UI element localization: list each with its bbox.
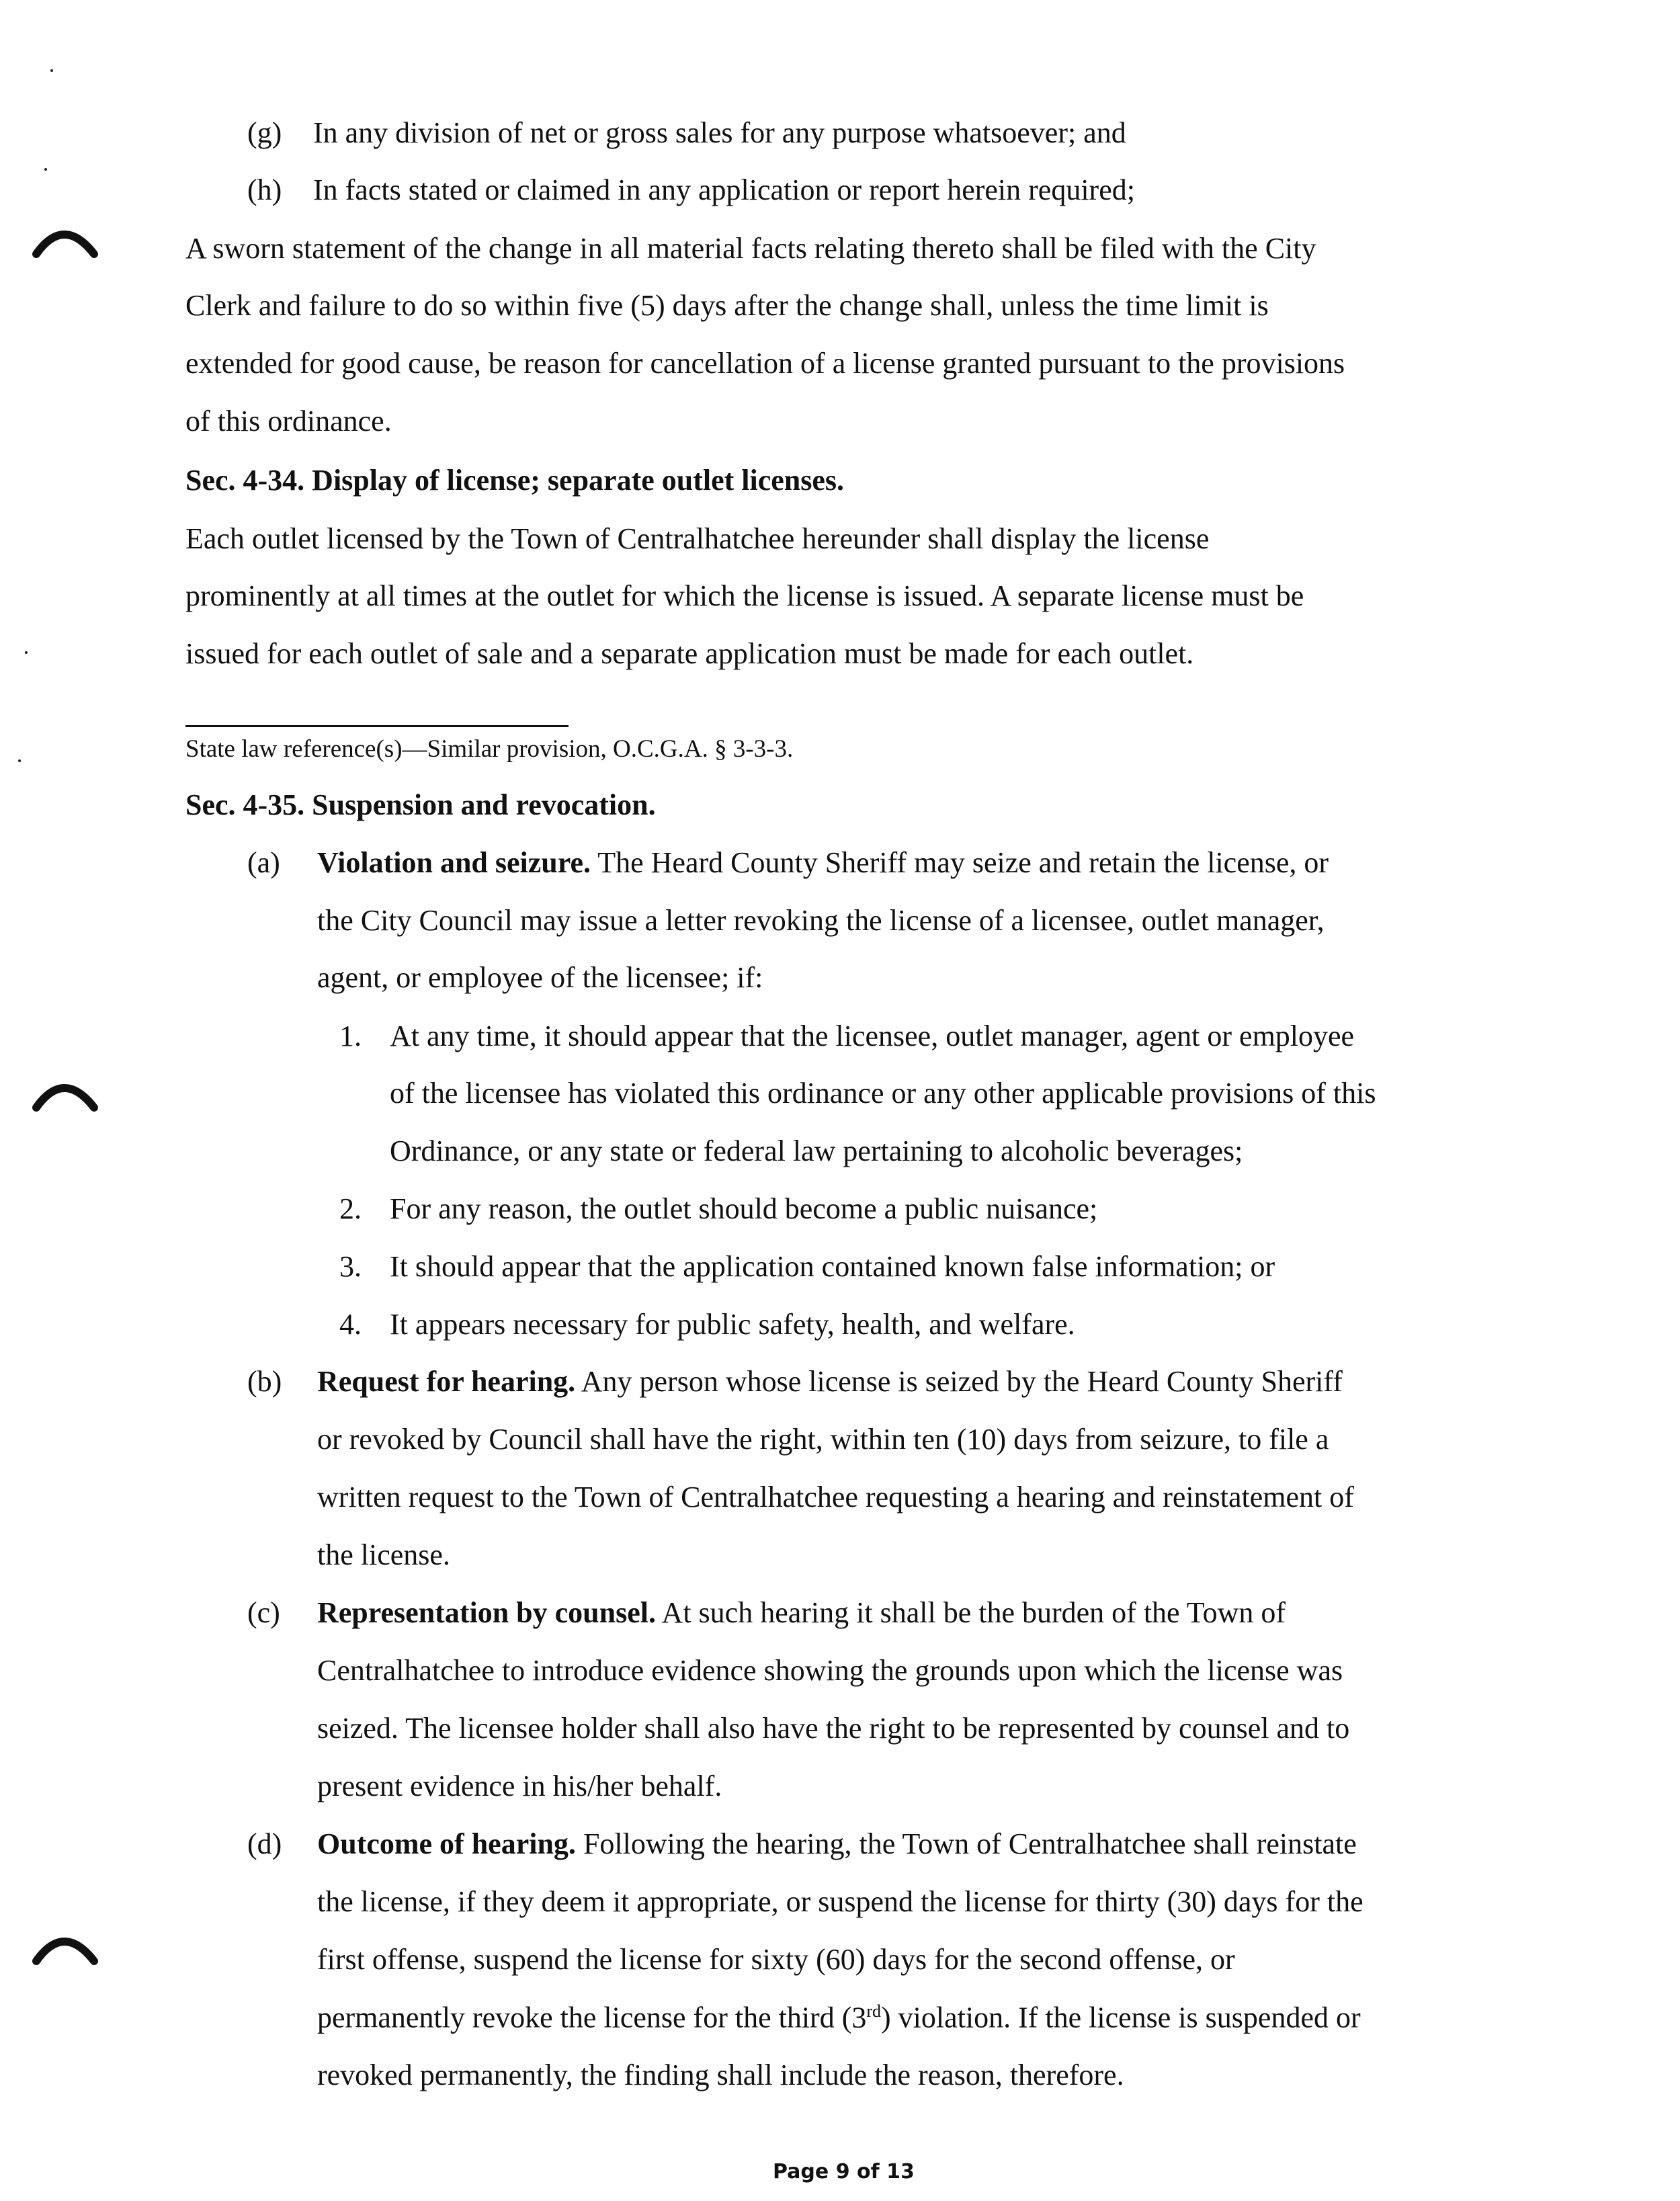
paragraph-line: revoked permanently, the finding shall include the reason, therefore. bbox=[317, 2059, 1124, 2091]
subsection-marker: (b) bbox=[247, 1365, 282, 1398]
punch-hole-arc-3 bbox=[36, 1942, 94, 1961]
scan-speck bbox=[18, 759, 21, 762]
subsection-title: Violation and seizure. bbox=[317, 846, 591, 879]
list-item-text: In any division of net or gross sales for any purpose whatsoever; and bbox=[313, 116, 1126, 149]
paragraph-line: first offense, suspend the license for sixty (60) days for the second offense, or bbox=[317, 1943, 1235, 1976]
page-footer bbox=[773, 2160, 915, 2184]
subsection-text: Following the hearing, the Town of Centralhatchee shall reinstate bbox=[575, 1827, 1357, 1860]
subsection-text: Any person whose license is seized by the Heard County Sheriff bbox=[575, 1365, 1343, 1398]
scan-speck bbox=[25, 651, 28, 654]
numbered-item-text: For any reason, the outlet should become a public nuisance; bbox=[390, 1192, 1098, 1225]
subsection-marker: (c) bbox=[247, 1596, 280, 1629]
subsection-marker: (a) bbox=[247, 846, 280, 879]
scan-speck bbox=[50, 69, 53, 72]
paragraph-line bbox=[317, 2003, 1361, 2033]
subsection-marker: (d) bbox=[247, 1827, 282, 1860]
subsection-title: Outcome of hearing. bbox=[317, 1827, 576, 1860]
paragraph-line: or revoked by Council shall have the right, within ten (10) days from seizure, to file a bbox=[317, 1423, 1329, 1456]
paragraph-line: seized. The licensee holder shall also have the right to be represented by counsel and to bbox=[317, 1712, 1350, 1745]
subsection-title: Request for hearing. bbox=[317, 1365, 576, 1398]
subsection-text: At such hearing it shall be the burden of the Town of bbox=[655, 1596, 1286, 1629]
paragraph-line: issued for each outlet of sale and a separate application must be made for each outlet. bbox=[185, 637, 1194, 670]
paragraph-line: the license, if they deem it appropriate, or suspend the license for thirty (30) days for the bbox=[317, 1885, 1363, 1918]
numbered-item-num: 1. bbox=[339, 1020, 362, 1052]
numbered-item-text: It appears necessary for public safety, health, and welfare. bbox=[390, 1308, 1075, 1341]
list-item-marker: (g) bbox=[247, 116, 282, 149]
numbered-item-num: 2. bbox=[339, 1192, 362, 1225]
punch-hole-arc-2 bbox=[36, 1088, 94, 1108]
paragraph-line: A sworn statement of the change in all material facts relating thereto shall be filed with the City bbox=[185, 232, 1316, 265]
scan-speck bbox=[44, 168, 47, 171]
numbered-item-text: of the licensee has violated this ordinance or any other applicable provisions of this bbox=[390, 1077, 1376, 1110]
footer-page-label: Page bbox=[773, 2160, 836, 2184]
list-item-text: In facts stated or claimed in any application or report herein required; bbox=[313, 173, 1135, 206]
paragraph-line: agent, or employee of the licensee; if: bbox=[317, 961, 763, 994]
section-heading-4-35: Sec. 4-35. Suspension and revocation. bbox=[185, 788, 656, 821]
subsection-first-line bbox=[317, 1367, 1343, 1397]
numbered-item-num: 4. bbox=[339, 1308, 362, 1341]
list-item-marker: (h) bbox=[247, 173, 282, 206]
paragraph-line: the license. bbox=[317, 1538, 450, 1571]
section-heading-4-34: Sec. 4-34. Display of license; separate outlet licenses. bbox=[185, 464, 845, 497]
footer-page-number: 9 bbox=[835, 2160, 850, 2184]
subsection-first-line bbox=[317, 848, 1329, 878]
state-law-reference: State law reference(s)—Similar provision, O.C.G.A. § 3-3-3. bbox=[185, 735, 794, 763]
line-text: ) violation. If the license is suspended or bbox=[881, 2001, 1361, 2034]
subsection-first-line bbox=[317, 1598, 1286, 1628]
paragraph-line: Clerk and failure to do so within five (5) days after the change shall, unless the time limit is bbox=[185, 289, 1269, 322]
punch-hole-arc-1 bbox=[36, 235, 94, 254]
numbered-item-text: Ordinance, or any state or federal law pertaining to alcoholic beverages; bbox=[390, 1134, 1243, 1167]
footnote-rule bbox=[185, 725, 569, 727]
paragraph-line: written request to the Town of Centralhatchee requesting a hearing and reinstatement of bbox=[317, 1481, 1354, 1513]
paragraph-line: present evidence in his/her behalf. bbox=[317, 1770, 722, 1802]
subsection-text: The Heard County Sheriff may seize and retain the license, or bbox=[591, 846, 1329, 879]
paragraph-line: of this ordinance. bbox=[185, 405, 392, 438]
numbered-item-text: At any time, it should appear that the licensee, outlet manager, agent or employee bbox=[390, 1020, 1355, 1052]
paragraph-line: Each outlet licensed by the Town of Centralhatchee hereunder shall display the license bbox=[185, 522, 1210, 555]
paragraph-line: extended for good cause, be reason for cancellation of a license granted pursuant to the provisions bbox=[185, 347, 1345, 380]
footer-of-label: of bbox=[849, 2160, 887, 2184]
paragraph-line: Centralhatchee to introduce evidence showing the grounds upon which the license was bbox=[317, 1654, 1343, 1687]
subsection-first-line bbox=[317, 1829, 1357, 1859]
numbered-item-text: It should appear that the application contained known false information; or bbox=[390, 1250, 1275, 1283]
paragraph-line: prominently at all times at the outlet for which the license is issued. A separate license must be bbox=[185, 579, 1304, 612]
subsection-title: Representation by counsel. bbox=[317, 1596, 656, 1629]
numbered-item-num: 3. bbox=[339, 1250, 362, 1283]
paragraph-line: the City Council may issue a letter revoking the license of a licensee, outlet manager, bbox=[317, 904, 1325, 937]
footer-page-total: 13 bbox=[886, 2160, 915, 2184]
ordinal-superscript: rd bbox=[866, 2001, 882, 2021]
line-text: permanently revoke the license for the third (3 bbox=[317, 2001, 867, 2034]
